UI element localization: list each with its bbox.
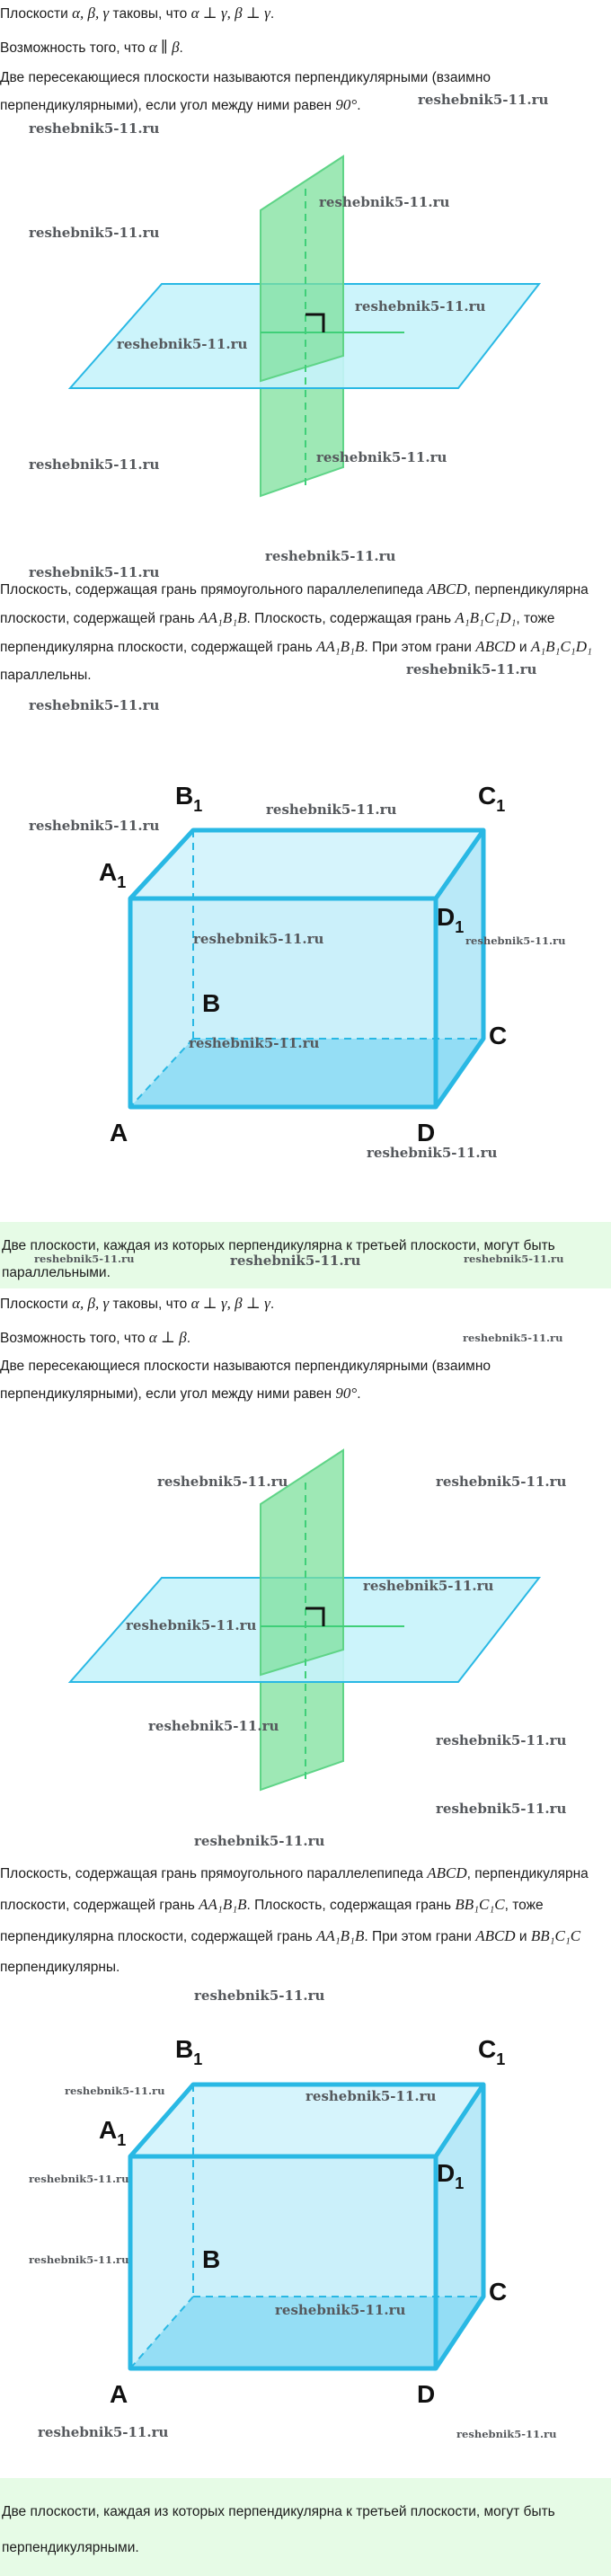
watermark: reshebnik5-11.ru xyxy=(465,934,566,947)
vertex-label-a: A xyxy=(110,1119,128,1146)
watermark: reshebnik5-11.ru xyxy=(406,661,537,677)
watermark: reshebnik5-11.ru xyxy=(436,1801,567,1817)
conclusion-box xyxy=(0,2478,611,2576)
possibility-line: Возможность того, что α ∥ β. xyxy=(0,39,183,56)
vertex-label-b1: $B_1$ xyxy=(175,2035,203,2068)
planes-diagram xyxy=(0,1438,611,1815)
watermark: reshebnik5-11.ru xyxy=(319,194,450,210)
watermark: reshebnik5-11.ru xyxy=(464,1253,564,1265)
watermark: reshebnik5-11.ru xyxy=(157,1474,288,1490)
watermark: reshebnik5-11.ru xyxy=(266,801,397,818)
watermark: reshebnik5-11.ru xyxy=(29,120,160,137)
watermark: reshebnik5-11.ru xyxy=(265,548,396,564)
vertex-label-d1: $D_1$ xyxy=(437,903,465,936)
explanation-paragraph: Плоскость, содержащая грань прямоугольного параллелепипеда ABCD, перпендикулярна плоскости, содержащей грань AA₁B₁B. Плоскость, содержащая грань BB₁C₁C, тоже перпендикулярна плоскости, содержащей грань AA₁B₁B. При этом грани ABCD и BB₁C₁C перпендикулярны. xyxy=(0,1864,589,1975)
watermark: reshebnik5-11.ru xyxy=(189,1035,320,1051)
watermark: reshebnik5-11.ru xyxy=(194,1833,325,1849)
watermark: reshebnik5-11.ru xyxy=(316,449,447,465)
vertex-label-d: D xyxy=(417,1119,436,1146)
vertex-label-a1: $A_1$ xyxy=(99,858,127,891)
condition-line-1: Плоскости α, β, γ таковы, что α ⊥ γ, β ⊥ γ. xyxy=(0,1295,275,1312)
watermark: reshebnik5-11.ru xyxy=(436,1474,567,1490)
watermark: reshebnik5-11.ru xyxy=(436,1732,567,1748)
watermark: reshebnik5-11.ru xyxy=(65,2085,165,2097)
watermark: reshebnik5-11.ru xyxy=(34,1253,135,1265)
watermark: reshebnik5-11.ru xyxy=(355,298,486,314)
condition-line-1: Плоскости α, β, γ таковы, что α ⊥ γ, β ⊥ γ. xyxy=(0,4,275,22)
watermark: reshebnik5-11.ru xyxy=(29,564,160,580)
watermark: reshebnik5-11.ru xyxy=(29,818,160,834)
watermark: reshebnik5-11.ru xyxy=(418,92,549,108)
watermark: reshebnik5-11.ru xyxy=(117,336,248,352)
definition-paragraph: Две пересекающиеся плоскости называются перпендикулярными (взаимно перпендикулярными), если угол между ними равен 90°. xyxy=(0,70,491,113)
explanation-paragraph: Плоскость, содержащая грань прямоугольного параллелепипеда ABCD, перпендикулярна плоскости, содержащей грань AA₁B₁B. Плоскость, содержащая грань A₁B₁C₁D₁, тоже перпендикулярна плоскости, содержащей грань AA₁B₁B. При этом грани ABCD и A₁B₁C₁D₁ параллельны. xyxy=(0,580,592,683)
vertex-label-b: B xyxy=(202,989,221,1017)
box-diagram-2 xyxy=(0,2013,611,2408)
watermark: reshebnik5-11.ru xyxy=(126,1617,257,1633)
possibility-line: Возможность того, что α ⊥ β. xyxy=(0,1329,190,1346)
vertex-label-c: C xyxy=(489,1022,508,1049)
vertex-label-c1: $C_1$ xyxy=(478,2035,506,2068)
vertex-label-c: C xyxy=(489,2278,508,2306)
vertex-label-a1: $A_1$ xyxy=(99,2116,127,2149)
watermark: reshebnik5-11.ru xyxy=(463,1332,563,1344)
watermark: reshebnik5-11.ru xyxy=(306,2088,437,2104)
vertex-label-a: A xyxy=(110,2380,128,2408)
watermark: reshebnik5-11.ru xyxy=(456,2428,557,2440)
vertex-label-b: B xyxy=(202,2245,221,2273)
watermark: reshebnik5-11.ru xyxy=(38,2424,169,2440)
watermark: reshebnik5-11.ru xyxy=(367,1145,498,1161)
watermark: reshebnik5-11.ru xyxy=(29,456,160,473)
vertex-label-d: D xyxy=(417,2380,436,2408)
watermark: reshebnik5-11.ru xyxy=(29,697,160,713)
conclusion-text: Две плоскости, каждая из которых перпендикулярна к третьей плоскости, могут быть параллельными. xyxy=(2,1238,555,1280)
watermark: reshebnik5-11.ru xyxy=(29,225,160,241)
watermark: reshebnik5-11.ru xyxy=(230,1253,361,1269)
vertex-label-c1: $C_1$ xyxy=(478,782,506,815)
conclusion-text: Две плоскости, каждая из которых перпендикулярна к третьей плоскости, могут быть перпендикулярными. xyxy=(2,2504,555,2555)
watermark: reshebnik5-11.ru xyxy=(275,2302,406,2318)
watermark: reshebnik5-11.ru xyxy=(29,2173,129,2185)
watermark: reshebnik5-11.ru xyxy=(148,1718,279,1734)
watermark: reshebnik5-11.ru xyxy=(29,2253,129,2266)
watermark: reshebnik5-11.ru xyxy=(363,1578,494,1594)
vertical-plane-upper xyxy=(261,156,343,381)
vertex-label-d1: $D_1$ xyxy=(437,2159,465,2192)
watermark: reshebnik5-11.ru xyxy=(194,1987,325,2004)
watermark: reshebnik5-11.ru xyxy=(193,931,324,947)
vertex-label-b1: $B_1$ xyxy=(175,782,203,815)
definition-paragraph: Две пересекающиеся плоскости называются перпендикулярными (взаимно перпендикулярными), если угол между ними равен 90°. xyxy=(0,1359,491,1402)
